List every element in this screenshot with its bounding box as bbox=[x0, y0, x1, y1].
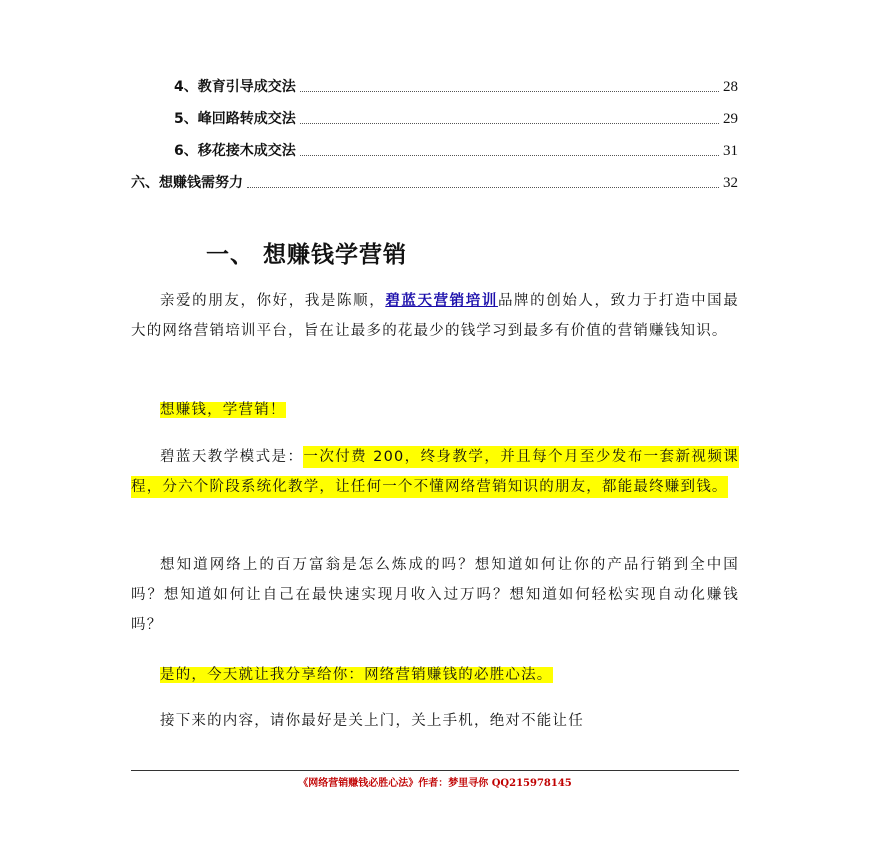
continuation-text: 接下来的内容，请你最好是关上门，关上手机，绝对不能让任 bbox=[160, 713, 584, 729]
slogan-paragraph bbox=[131, 395, 739, 425]
toc-entry[interactable] bbox=[174, 74, 738, 96]
answer-highlight: 是的，今天就让我分享给你：网络营销赚钱的必胜心法。 bbox=[160, 667, 553, 683]
answer-paragraph bbox=[131, 660, 739, 690]
teaching-mode-highlight: 一次付费 200，终身教学，并且每个月至少发布一套新视频课程，分六个阶段系统化教学，让任何一个不懂网络营销知识的朋友，都能最终赚到钱。 bbox=[131, 446, 739, 498]
questions-paragraph bbox=[131, 550, 739, 640]
brand-link[interactable]: 碧蓝天营销培训 bbox=[385, 293, 498, 309]
toc-entry-label: 6、移花接木成交法 bbox=[174, 143, 296, 159]
toc-entry-page: 28 bbox=[723, 79, 738, 95]
toc-leader bbox=[300, 90, 719, 92]
toc-entry[interactable] bbox=[174, 138, 738, 160]
teaching-mode-lead: 碧蓝天教学模式是： bbox=[160, 449, 304, 465]
slogan-highlight: 想赚钱，学营销！ bbox=[160, 402, 286, 418]
footer-divider bbox=[131, 770, 739, 771]
page-footer: 《网络营销赚钱必胜心法》作者：梦里寻你 QQ215978145 bbox=[298, 778, 572, 789]
questions-text: 想知道网络上的百万富翁是怎么炼成的吗？想知道如何让你的产品行销到全中国吗？想知道如何让自己在最快速实现月收入过万吗？想知道如何轻松实现自动化赚钱吗？ bbox=[131, 557, 739, 633]
toc-entry-page: 29 bbox=[723, 111, 738, 127]
intro-text-start: 亲爱的朋友，你好，我是陈顺， bbox=[160, 293, 386, 309]
toc-entry[interactable] bbox=[174, 106, 738, 128]
toc-entry-page: 32 bbox=[723, 175, 738, 191]
continuation-paragraph bbox=[131, 706, 739, 736]
intro-paragraph bbox=[131, 286, 739, 346]
toc-leader bbox=[247, 186, 719, 188]
intro-text-end: 品牌的创始人，致力于打造中国最大的网络营销培训平台，旨在让最多的花最少的钱学习到最多有价值的营销赚钱知识。 bbox=[131, 293, 739, 339]
toc-entry-page: 31 bbox=[723, 143, 738, 159]
toc-leader bbox=[300, 154, 719, 156]
toc-entry-label: 4、教育引导成交法 bbox=[174, 79, 296, 95]
toc-entry-label: 5、峰回路转成交法 bbox=[174, 111, 296, 127]
section-heading: 一、 想赚钱学营销 bbox=[206, 242, 408, 268]
toc-leader bbox=[300, 122, 719, 124]
toc-entry[interactable] bbox=[131, 170, 738, 192]
teaching-mode-paragraph bbox=[131, 442, 739, 502]
toc-entry-label: 六、想赚钱需努力 bbox=[131, 175, 243, 191]
